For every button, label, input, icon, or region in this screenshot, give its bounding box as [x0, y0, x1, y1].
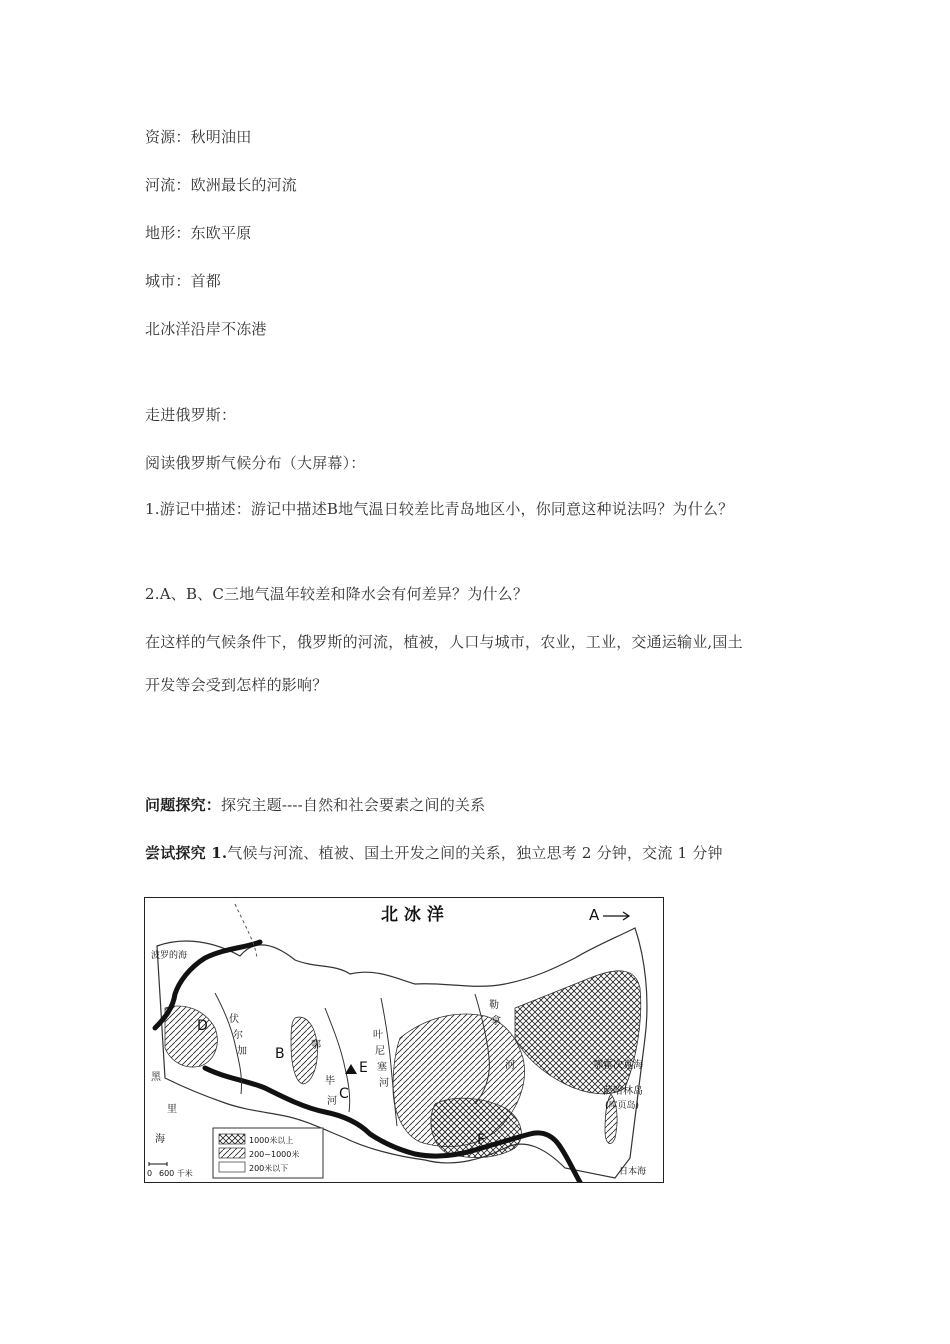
inquiry-label: 问题探究：	[145, 796, 222, 814]
point-c-label: C	[339, 1086, 349, 1102]
resource-line: 资源：秋明油田	[145, 128, 252, 146]
legend-high-label: 1000米以上	[249, 1136, 294, 1145]
sakhalin-label: 萨哈林岛	[603, 1086, 643, 1097]
scale-bar	[147, 1162, 193, 1178]
scale-zero-label: 0	[147, 1169, 153, 1178]
caspian-label-2: 海	[155, 1134, 165, 1145]
legend-low-label: 200米以下	[249, 1164, 289, 1173]
yenisei-label-1: 叶	[373, 1030, 383, 1041]
lena-label-3: 河	[505, 1060, 515, 1071]
russia-terrain-map	[144, 897, 664, 1183]
question-3-line-2: 开发等会受到怎样的影响？	[145, 676, 328, 694]
question-2: 2.A、B、C三地气温年较差和降水会有何差异？为什么？	[145, 585, 529, 603]
inquiry-line	[145, 795, 485, 815]
volga-label-3: 加	[237, 1046, 247, 1057]
yenisei-label-4: 河	[379, 1078, 389, 1089]
volga-label-1: 伏	[229, 1014, 239, 1025]
point-e-label: E	[359, 1060, 368, 1076]
point-d-label: D	[197, 1018, 208, 1034]
read-climate-line: 阅读俄罗斯气候分布（大屏幕）：	[145, 454, 366, 472]
port-line: 北冰洋沿岸不冻港	[145, 320, 267, 338]
try-inquiry-label: 尝试探究 1.	[145, 844, 228, 862]
yenisei-label-3: 塞	[377, 1062, 387, 1073]
ocean-label: 北 冰 洋	[381, 905, 444, 925]
question-3-line-1: 在这样的气候条件下，俄罗斯的河流，植被，人口与城市，农业，工业，交通运输业,国土	[145, 633, 743, 651]
try-inquiry-text: 气候与河流、植被、国土开发之间的关系，独立思考 2 分钟，交流 1 分钟	[227, 844, 723, 862]
point-a-label: A	[589, 906, 600, 924]
ob-label-3: 河	[327, 1096, 337, 1107]
legend-mid-label: 200~1000米	[249, 1150, 300, 1159]
point-a-arrow	[603, 912, 629, 920]
yenisei-label-2: 尼	[375, 1046, 385, 1057]
sakhalin-sub-label: (库页岛)	[605, 1101, 640, 1111]
map-svg	[145, 898, 664, 1183]
black-sea-label: 黑	[151, 1072, 161, 1083]
ob-label-1: 鄂	[311, 1040, 321, 1051]
lena-label-2: 拿	[491, 1016, 501, 1027]
point-b-label: B	[275, 1046, 285, 1062]
volga-label-2: 尔	[233, 1030, 243, 1041]
scale-distance-label: 600 千米	[159, 1169, 193, 1178]
sea-japan-label: 日本海	[619, 1167, 647, 1177]
terrain-line: 地形：东欧平原	[145, 224, 252, 242]
baltic-sea-label: 波罗的海	[151, 951, 188, 961]
caspian-label-1: 里	[167, 1104, 177, 1115]
lena-label-1: 勒	[489, 1000, 499, 1011]
point-f-label: F	[477, 1132, 486, 1148]
map-legend	[213, 1128, 323, 1178]
city-line: 城市：首都	[145, 272, 222, 290]
enter-russia-heading: 走进俄罗斯：	[145, 406, 237, 424]
inquiry-topic: 探究主题----自然和社会要素之间的关系	[221, 796, 486, 814]
river-line: 河流：欧洲最长的河流	[145, 176, 298, 194]
sea-okhotsk-label: 鄂霍次克海	[593, 1060, 643, 1071]
try-inquiry-line	[145, 843, 723, 863]
ob-label-2: 毕	[325, 1076, 335, 1087]
question-1: 1.游记中描述：游记中描述B地气温日较差比青岛地区小，你同意这种说法吗？为什么？	[145, 500, 734, 518]
